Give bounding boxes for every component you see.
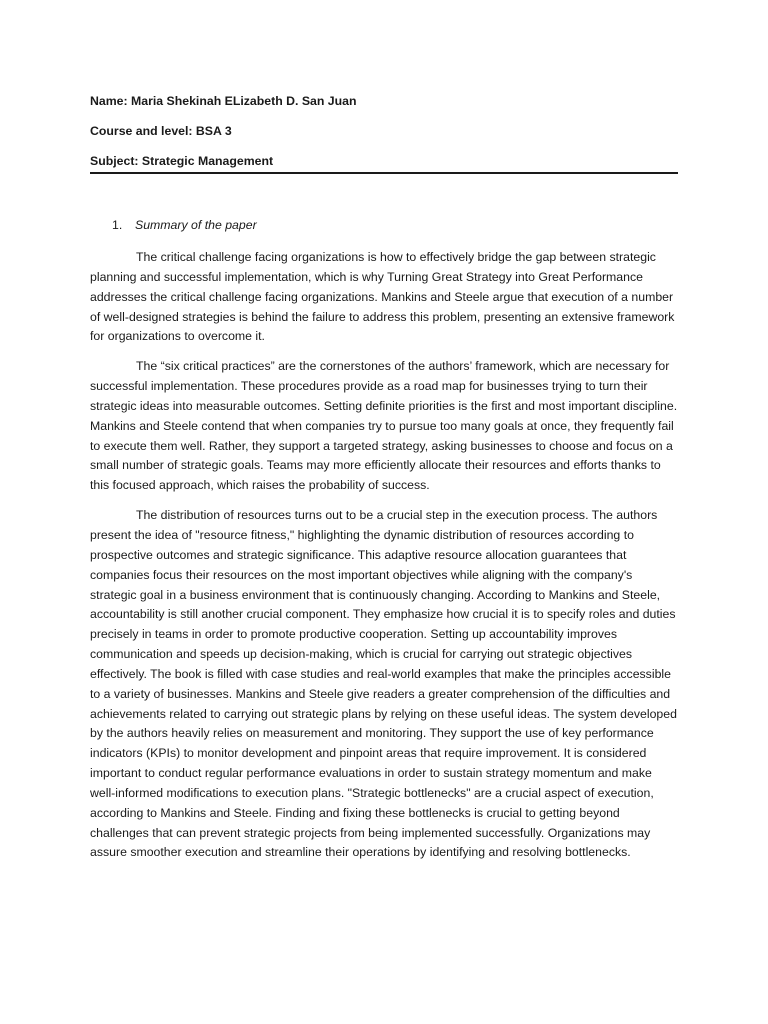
document-page — [90, 0, 678, 1024]
summary-body — [90, 248, 678, 873]
paragraph: The distribution of resources turns out to be a crucial step in the execution process. The authors present the idea of "resource fitness," highlighting the dynamic distribution of resources according to prospective outcomes and strategic significance. This adaptive resource allocation guarantees that companies focus their resources on the most important objectives while aligning with the company's strategic goal in a business environment that is continuously changing. According to Mankins and Steele, accountability is still another crucial component. They emphasize how crucial it is to specify roles and duties precisely in teams in order to promote productive cooperation. Setting up accountability improves communication and speeds up decision-making, which is crucial for carrying out strategic objectives effectively. The book is filled with case studies and real-world examples that make the principles accessible to a variety of businesses. Mankins and Steele give readers a greater comprehension of the difficulties and achievements related to carrying out strategic plans by relying on these useful ideas. The system developed by the authors heavily relies on measurement and monitoring. They support the use of key performance indicators (KPIs) to monitor development and pinpoint areas that require improvement. It is considered important to conduct regular performance evaluations in order to sustain strategy momentum and make well-informed modifications to execution plans. "Strategic bottlenecks" are a crucial aspect of execution, according to Mankins and Steele. Finding and fixing these bottlenecks is crucial to getting beyond challenges that can prevent strategic projects from being implemented successfully. Organizations may assure smoother execution and streamline their operations by identifying and resolving bottlenecks. — [90, 508, 677, 860]
subject: Subject: Strategic Management — [90, 154, 274, 168]
paragraph: The “six critical practices” are the cornerstones of the authors’ framework, which are necessary for successful implementation. These procedures provide as a road map for businesses trying to turn their strategic ideas into measurable outcomes. Setting definite priorities is the first and most important discipline. Mankins and Steele contend that when companies try to pursue too many goals at once, they frequently fail to execute them well. Rather, they support a targeted strategy, asking businesses to choose and focus on a small number of strategic goals. Teams may more efficiently allocate their resources and efforts thanks to this focused approach, which raises the probability of success. — [90, 359, 678, 493]
paragraph: The critical challenge facing organizations is how to effectively bridge the gap between strategic planning and successful implementation, which is why Turning Great Strategy into Great Performance addresses the critical challenge facing organizations. Mankins and Steele argue that execution of a number of well-designed strategies is behind the failure to address this problem, presenting an extensive framework for organizations to overcome it. — [90, 250, 675, 344]
header-divider — [90, 172, 678, 174]
course-level: Course and level: BSA 3 — [90, 124, 232, 138]
student-name: Name: Maria Shekinah ELizabeth D. San Juan — [90, 94, 357, 108]
section-number: 1. — [112, 218, 123, 232]
section-title: Summary of the paper — [135, 218, 257, 232]
section-heading — [112, 218, 257, 232]
